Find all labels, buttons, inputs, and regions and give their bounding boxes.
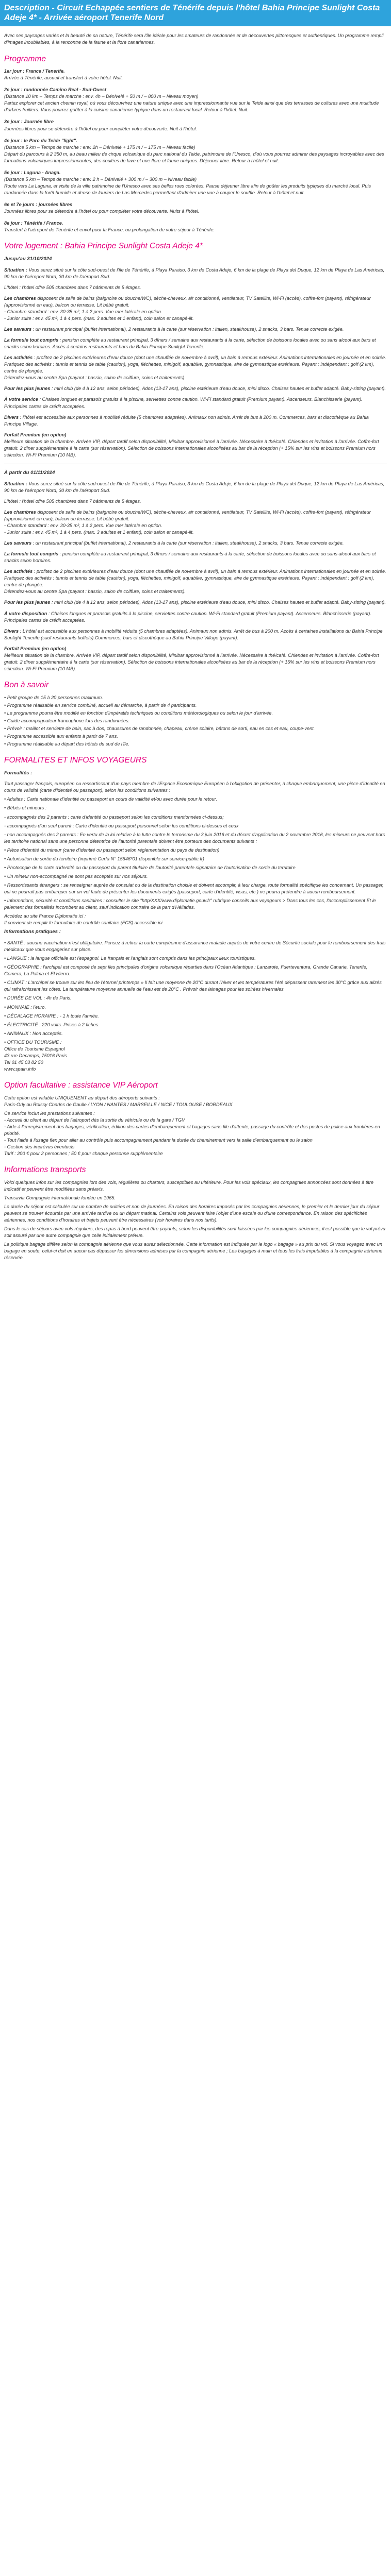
vip-paragraph: Ce service inclut les prestations suivantes : - Accueil du client au départ de l'aéroport dès la sortie du véhicule ou de la gare / TGV - Aide à l'enregistrement des bagages, vérification, édition des cartes d'embarquement et bagages sans file d'attente, passage du contrôle et des postes de police aux frontières en priorité. - Tout l'aide à l'usage flex pour aller au contrôle puis accompagnement pendant la durée du cheminement vers la salle d'embarquement ou le salon - Gestion des imprévus éventuels Tarif : 200 € pour 2 personnes ; 50 € pour chaque personne supplémentaire [4, 1110, 380, 1157]
useful-info-item: • LANGUE : la langue officielle est l'espagnol. Le français et l'anglais sont compris dans les principaux lieux touristiques. [4, 956, 256, 961]
formalities-paragraph: Accédez au site France Diplomatie ici : Il convient de remplir le formulaire de contrôle sanitaire (FCS) accessible ici [4, 913, 162, 926]
hotel-paragraph-label: Divers [4, 414, 19, 420]
formalities-paragraph: • Informations, sécurité et conditions sanitaires : consulter le site "http/XXX/www.diplomatie.gouv.fr" rubrique conseils aux voyageurs > Dans tous les cas, l'accomplissement Et le paiement des formalités incombent au client, sauf indication contraire de la part d'Héliades. [4, 898, 376, 910]
good-to-know-item: • Le programme pourra être modifié en fonction d'impératifs techniques ou conditions météorologiques ou selon le jour d'arrivée. [4, 710, 273, 716]
day-text: (Distance 10 km – Temps de marche : env. 4h – Dénivelé + 50 m / – 800 m – Niveau moyen) Partez explorer cet ancien chemin royal, où vous découvrirez une nature unique avec une impressionnante vue sur le Teide ainsi que des terrasses de cultures avec une multitude d'arbres fruitiers. Vous pourrez goûter à la cuisine canarienne typique dans un restaurant local. Retour à l'hôtel. Nuit. [4, 94, 379, 113]
day-text: Arrivée à Ténérife, accueil et transfert à votre hôtel. Nuit. [4, 75, 123, 81]
hotel-date-2: À partir du 01/11/2024 [4, 469, 55, 476]
hotel-paragraph [4, 432, 387, 459]
useful-info-item: • OFFICE DU TOURISME : Office de Tourisme Espagnol 43 rue Decamps, 75016 Paris Tel 01 45 03 82 50 www.spain.info [4, 1039, 67, 1072]
hotel-paragraph [4, 599, 387, 606]
formalities-paragraph: - non accompagnés des 2 parents : En vertu de la loi relative à la lutte contre le terrorisme du 3 juin 2016 et du décret d'application du 2 novembre 2016, les mineurs ne peuvent hors les territoire national sans une personne détentrice de l'autorité parentale doivent être porteurs des documents suivants : [4, 832, 385, 844]
transport-title: Informations transports [4, 1165, 86, 1175]
hotel-paragraph [4, 611, 387, 624]
hotel-paragraph-label: À votre service [4, 397, 38, 402]
day-heading: 2e jour : randonnée Camino Real - Sud-Ouest [4, 87, 107, 93]
hotel-details-1 [4, 267, 387, 459]
formalities-paragraph: • Adultes : Carte nationale d'identité ou passeport en cours de validité et/ou avec durée pour le retour. [4, 796, 217, 802]
formalities-label: Formalités : [4, 770, 32, 776]
hotel-paragraph [4, 385, 387, 392]
hotel-paragraph [4, 498, 387, 505]
hotel-paragraph-text: : pension complète au restaurant principal, 3 dîners / semaine aux restaurants à la carte, sélection de boissons locales avec ou sans alcool aux bars et snacks selon horaires. [4, 551, 376, 564]
programme-day [4, 170, 387, 196]
hotel-paragraph-text: : profitez de 2 piscines extérieures d'eau douce (dont une chauffée de novembre à avril), un bain à remous extérieur. Animations internationales en journée et en soirée. Pratiquez des activités : tennis et tennis de table (caution), yoga, fléchettes, minigolf, aquabike, gymnastique, aire de gymnastique extérieure. Payant : indépendant : golf (2 km), centre de plongée. Détendez-vous au centre Spa (payant : bassin, salon de coiffure, soins et traitements). [4, 355, 386, 381]
useful-info-item: • DURÉE DE VOL : 4h de Paris. [4, 995, 72, 1001]
transport-paragraph: Transavia Compagnie internationale fondée en 1965. [4, 1195, 116, 1200]
intro-text: Avec ses paysages variés et la beauté de sa nature, Ténérife sera l'île idéale pour les amateurs de randonnée et de découvertes pittoresques et authentiques. Un programme rempli d'images inoubliables, à la rencontre de la faune et la flore canariennes. [4, 33, 384, 45]
formalities-text [4, 781, 387, 926]
hotel-paragraph-label: Pour les plus jeunes [4, 600, 51, 605]
good-to-know-item: • Programme accessible aux enfants à partir de 7 ans. [4, 733, 118, 739]
transport-paragraph: Voici quelques infos sur les compagnies lors des vols, régulières ou charters, susceptibles au ultérieure. Pour les vols spéciaux, les compagnies annoncées sont données à titre indicatif et peuvent être modifiées sans préavis. [4, 1179, 374, 1192]
hotel-paragraph [4, 628, 387, 641]
hotel-paragraph [4, 540, 387, 547]
formalities-paragraph: • Ressortissants étrangers : se renseigner auprès de consulat ou de la destination choisie et doivent accomplir, à leur charge, toute formalité spécifique les concernant. Un passager, qui ne pourrait pas embarquer sur un vol faute de présenter les documents exigés (passeport, carte d'identité, visas, etc.) ne pourra prétendre à aucun remboursement. [4, 883, 384, 895]
day-text: (Distance 5 km – Temps de marche : env. 2h – Dénivelé + 175 m / – 175 m – Niveau facile) Départ du parcours à 2 350 m, au beau milieu de cirque volcanique du parc national du Teide, patrimoine de l'Unesco, d'où vous pourrez admirer des paysages incroyables avec des formations volcaniques impressionnantes, des coulées de lave et une flore et faune uniques. Déjeuner libre. Retour à l'hôtel et nuit. [4, 144, 384, 163]
hotel-paragraph [4, 509, 387, 536]
hotel-paragraph-text: : Chaises longues et parasols gratuits à la piscine, serviettes contre caution. Wi-Fi standard gratuit (Premium payant). Ascenseurs. Blanchisserie (payant). Principales cartes de crédit acceptées. [4, 397, 363, 409]
hotel-paragraph-label: Les saveurs [4, 540, 32, 546]
formalities-paragraph: • Photocopie de la carte d'identité ou du passeport du parent titulaire de l'autorité parentale signataire de l'autorisation de sortie du territoire [4, 865, 296, 870]
hotel-date-1: Jusqu'au 31/10/2024 [4, 256, 52, 262]
hotel-paragraph [4, 326, 387, 333]
hotel-details-2 [4, 481, 387, 672]
transport-paragraph: La politique bagage diffère selon la compagnie aérienne que vous aurez sélectionnée. Cette information est indiquée par le logo « bagage » au prix du vol. Si vous voyagez avec un bagage en soute, celui-ci doit en aucun cas dépasser les dimensions admises par la compagnie aérienne ; Les bagages à main et tous les frais imputables à la compagnie aérienne réservée. [4, 1242, 383, 1261]
useful-info-item: • SANTÉ : aucune vaccination n'est obligatoire. Pensez à retirer la carte européenne d'assurance maladie auprès de votre centre de Sécurité sociale pour le remboursement des frais médicaux que vous engageriez sur place. [4, 940, 386, 953]
page-banner: Description - Circuit Echappée sentiers de Ténérife depuis l'hôtel Bahia Principe Sunlight Costa Adeje 4* - Arrivée aéroport Tenerife Nord [0, 0, 391, 26]
day-text: Transfert à l'aéroport de Ténérife et envol pour la France, ou prolongation de votre séjour à Ténérife. [4, 227, 215, 233]
formalities-paragraph: Tout passager français, européen ou ressortissant d'un pays membre de l'Espace Economique Européen à l'obligation de présenter, à chaque embarquement, une pièce d'identité en cours de validité (carte d'identité ou passeport), selon les conditions suivantes : [4, 781, 385, 793]
hotel-paragraph-label: Les chambres [4, 295, 36, 301]
hotel-title: Votre logement : Bahia Principe Sunlight Costa Adeje 4* [4, 242, 203, 251]
programme-day [4, 118, 387, 132]
day-text: Journées libres pour se détendre à l'hôtel ou pour compléter votre découverte. Nuit à l'hôtel. [4, 126, 197, 131]
hotel-paragraph-label: Forfait Premium (en option) [4, 432, 67, 437]
hotel-paragraph-label: Les saveurs [4, 326, 32, 332]
programme-day [4, 201, 387, 215]
hotel-paragraph [4, 284, 387, 291]
programme-day [4, 220, 387, 233]
hotel-paragraph-text: : pension complète au restaurant principal, 3 dîners / semaine aux restaurants à la carte, sélection de boissons locales avec ou sans alcool aux bars et snacks selon horaires. Accès à certains restaurants et bars du Bahia Principe Sunlight Tenerife. [4, 337, 376, 350]
hotel-paragraph [4, 267, 387, 280]
hotel-paragraph-label: Pour les plus jeunes [4, 386, 51, 392]
hotel-paragraph-text: Vous serez situé sur la côte sud-ouest de l'île de Ténérife, à Playa Paraiso, 3 km de Costa Adeje, 6 km de la plage de Playa del Duque, 12 km de Playa de Las Américas, 90 km de l'aéroport Nord, 30 km de l'aéroport Sud. [4, 481, 385, 493]
hotel-paragraph [4, 354, 387, 381]
day-heading: 1er jour : France / Tenerife. [4, 69, 65, 74]
hotel-paragraph [4, 646, 387, 672]
hotel-paragraph-text: : l'hôtel est accessible aux personnes à mobilité réduite (5 chambres adaptées). Animaux non admis. Arrêt de bus à 200 m. Commerces, bars et discothèque au Bahia Principe Village. [4, 414, 369, 427]
day-text: (Distance 5 km – Temps de marche : env. 2 h – Dénivelé + 300 m / – 300 m – Niveau facile) Route vers La Laguna, et visite de la ville patrimoine de l'Unesco avec ses belles rues colorées. Pause déjeuner libre afin de goûter les produits typiques du marché local. Puis randonnée dans la forêt humide et dense de lauriers de Las Mercedes permettant d'admirer une vue à couper le souffle. Retour à l'hôtel et nuit. [4, 176, 371, 196]
hotel-paragraph [4, 551, 387, 564]
good-to-know-item: • Petit groupe de 15 à 20 personnes maximum. [4, 694, 103, 700]
hotel-paragraph-label: Forfait Premium (en option) [4, 646, 67, 651]
hotel-paragraph-label: Divers [4, 628, 19, 634]
formalities-title: FORMALITES ET INFOS VOYAGEURS [4, 756, 147, 765]
hotel-paragraph-text: : profitez de 2 piscines extérieures d'eau douce (dont une chauffée de novembre à avril), un bain à remous extérieur. Animations internationales en journée et en soirée. Pratiquez des activités : tennis et tennis de table (caution), yoga, fléchettes, minigolf, aquabike, gymnastique, aire de gymnastique extérieure. Payant : indépendant : golf (2 km), centre de plongée. Détendez-vous au centre Spa (payant : bassin, salon de coiffure, soins et traitements). [4, 569, 386, 595]
hotel-paragraph [4, 568, 387, 595]
good-to-know-title: Bon à savoir [4, 681, 49, 690]
hotel-paragraph-text: disposent de salle de bains (baignoire ou douche/WC), sèche-cheveux, air conditionné, ventilateur, TV Satellite, Wi-Fi (accès), coffre-fort (payant), réfrigérateur (approvisionné en eau), balcon ou terrasse. Lit bébé gratuit. - Chambre standard : env. 30-35 m², 1 à 2 pers. Vue mer latérale en option. - Junior suite : env. 45 m², 1 à 4 pers. (max. 3 adultes et 1 enfant), coin salon et canapé-lit. [4, 509, 371, 535]
hotel-paragraph-text: : un restaurant principal (buffet international), 2 restaurants à la carte (sur réservation : italien, steakhouse), 2 snacks, 3 bars. Tenue correcte exigée. [31, 326, 344, 332]
hotel-paragraph-text: : Chaises longues et parasols gratuits à la piscine, serviettes contre caution. Wi-Fi standard gratuit (Premium payant). Ascenseurs. Blanchisserie (payant). Principales cartes de crédit acceptées. [4, 611, 371, 623]
formalities-paragraph: • Bébés et mineurs : [4, 805, 47, 811]
hotel-paragraph-text: Vous serez situé sur la côte sud-ouest de l'île de Ténérife, à Playa Paraiso, 3 km de Costa Adeje, 6 km de la plage de Playa del Duque, 12 km de Playa de Las Américas, 90 km de l'aéroport Nord, 30 km de l'aéroport Sud. [4, 267, 385, 279]
vip-title: Option facultative : assistance VIP Aéroport [4, 1081, 158, 1090]
formalities-paragraph: • Pièce d'identité du mineur (carte d'identité ou passeport selon réglementation du pays de destination) [4, 847, 220, 853]
hotel-paragraph-text: disposent de salle de bains (baignoire ou douche/WC), sèche-cheveux, air conditionné, ventilateur, TV Satellite, Wi-Fi (accès), coffre-fort (payant), réfrigérateur (approvisionné en eau), balcon ou terrasse. Lit bébé gratuit. - Chambre standard : env. 30-35 m², 1 à 2 pers. Vue mer latérale en option. - Junior suite : env. 45 m², 1 à 4 pers. (max. 3 adultes et 1 enfant), coin salon et canapé-lit. [4, 295, 371, 321]
programme-day [4, 138, 387, 164]
day-heading: 3e jour : Journée libre [4, 119, 54, 125]
hotel-paragraph-label: La formule tout compris [4, 337, 59, 343]
hotel-paragraph-text: : un restaurant principal (buffet international), 2 restaurants à la carte (sur réservation : italien, steakhouse), 2 snacks, 3 bars. Tenue correcte exigée. [31, 540, 344, 546]
useful-info-item: • CLIMAT : L'archipel se trouve sur les lieu de l'éternel printemps » Il fait une moyenne de 20°C durant l'hiver et les températures l'été dépassent rarement les 30°C grâce aux alizés qui rafraîchissent les côtes. La température moyenne annuelle de l'eau est de 20°C . Prévoir des lainages pour les soirées hivernales. [4, 980, 382, 992]
hotel-paragraph-text: : L'hôtel est accessible aux personnes à mobilité réduite (5 chambres adaptées). Animaux non admis. Arrêt de bus à 200 m. Accès à certaines installations du Bahia Principe Sunlight Tenerife (sauf restaurants buffets).Commerces, bars et discothèque au Bahia Principe Village (payant). [4, 628, 383, 640]
hotel-paragraph [4, 337, 387, 350]
useful-info-text [4, 940, 387, 1073]
day-heading: 8e jour : Ténérife / France. [4, 221, 63, 226]
useful-info-item: • MONNAIE : l'euro. [4, 1004, 46, 1010]
hotel-paragraph-text: L'hôtel : l'hôtel offre 505 chambres dans 7 bâtiments de 5 étages. [4, 498, 141, 504]
good-to-know-item: • Prévoir : maillot et serviette de bain, sac à dos, chaussures de randonnée, chapeau, crème solaire, bâtons de sorti, eau en cas et eau, coupe-vent. [4, 725, 315, 731]
good-to-know-item: • Guide accompagnateur francophone lors des randonnées. [4, 718, 130, 723]
good-to-know-list [4, 694, 387, 748]
vip-paragraph: Cette option est valable UNIQUEMENT au départ des aéroports suivants : Paris-Orly ou Roissy Charles de Gaulle / LYON / NANTES / MARSEILLE / NICE / TOULOUSE / BORDEAUX [4, 1095, 233, 1107]
vip-text [4, 1095, 387, 1158]
hotel-paragraph-label: Les chambres [4, 509, 36, 515]
good-to-know-item: • Programme réalisable au départ des hôtels du sud de l'île. [4, 741, 129, 747]
page [0, 0, 391, 1279]
hotel-paragraph-label: Les activités [4, 355, 33, 361]
programme-title: Programme [4, 54, 46, 63]
hotel-paragraph-label: Situation : [4, 481, 27, 486]
programme-day [4, 68, 387, 81]
programme-day [4, 87, 387, 113]
hotel-paragraph [4, 481, 387, 494]
transport-text [4, 1179, 387, 1262]
day-text: Journées libres pour se détendre à l'hôtel ou pour compléter votre découverte. Nuits à l'hôtel. [4, 209, 200, 214]
hotel-paragraph-label: La formule tout compris [4, 551, 59, 557]
hotel-paragraph-text: : mini club (de 4 à 12 ans, selon périodes), Ados (13-17 ans), piscine extérieure d'eau douce, mini disco. Chaises hautes et buffet adapté. Baby-sitting (payant). [50, 386, 386, 392]
transport-paragraph: La durée du séjour est calculée sur un nombre de nuitées et non de journées. En raison des horaires imposés par les compagnies aériennes, le premier et le dernier jour du séjour peuvent se trouver écourtés par une arrivée tardive ou un départ matinal. Certains vols peuvent faire l'objet d'une escale ou d'une correspondance. En raison des spécificités aériennes, nos conditions d'horaires et trajets peuvent être nécessaires (voir horaires dans nos tarifs). [4, 1204, 380, 1223]
good-to-know-item: • Programme réalisable en service combiné, accueil au démarche, à partir de 4 participants. [4, 702, 197, 708]
day-heading: 5e jour : Laguna - Anaga. [4, 170, 61, 175]
useful-info-label: Informations pratiques : [4, 929, 61, 935]
formalities-paragraph: • Un mineur non-accompagné ne sont pas acceptés sur nos séjours. [4, 873, 148, 879]
hotel-paragraph [4, 414, 387, 428]
programme-days [4, 68, 387, 233]
hotel-paragraph-label: Situation : [4, 267, 27, 273]
hotel-paragraph-text: L'hôtel : l'hôtel offre 505 chambres dans 7 bâtiments de 5 étages. [4, 284, 141, 290]
useful-info-item: • ÉLECTRICITÉ : 220 volts. Prises à 2 fiches. [4, 1022, 100, 1027]
hotel-paragraph-label: À votre disposition [4, 611, 47, 616]
hotel-paragraph [4, 295, 387, 322]
useful-info-item: • DÉCALAGE HORAIRE : - 1 h toute l'année. [4, 1013, 99, 1019]
hotel-paragraph-text: Meilleure situation de la chambre, Arrivée VIP, départ tardif selon disponibilité, Minibar approvisionné à l'arrivée. Nécessaire à thé/café. Chiendes et invitation à l'arrivée. Coffre-fort gratuit. 2 dîner supplémentaire à la carte (sur réservation). Sélection de boissons internationales alcoolisées au bar de la réception (+ 15% sur les vins et boissons Premium hors sélection. Wi-Fi Premium (10 MB). [4, 438, 379, 457]
formalities-paragraph: • Autorisation de sortie du territoire (imprimé Cerfa N° 15646*01 disponible sur service-public.fr) [4, 856, 204, 861]
useful-info-item: • GÉOGRAPHIE : l'archipel est composé de sept îles principales d'origine volcanique réparties dans l'Océan Atlantique : Lanzarote, Fuerteventura, Grande Canarie, Tenerife, Gomera, La Palma et El Hierro. [4, 964, 368, 977]
hotel-paragraph-text: Meilleure situation de la chambre, Arrivée VIP, départ tardif selon disponibilité, Minibar approvisionné à l'arrivée. Nécessaire à thé/café. Chiendes et invitation à l'arrivée. Coffre-fort gratuit. 2 dîner supplémentaire à la carte (sur réservation). Sélection de boissons internationales alcoolisées au bar de la réception (+ 15% sur les vins et boissons Premium hors sélection. Wi-Fi Premium (10 MB). [4, 652, 379, 671]
useful-info-item: • ANIMAUX : Non acceptés. [4, 1030, 63, 1036]
formalities-paragraph: - accompagnés d'un seul parent : Carte d'identité ou passeport personnel selon les conditions ci-dessus et ceux [4, 823, 239, 828]
hotel-paragraph [4, 396, 387, 410]
hotel-paragraph-label: Les activités [4, 569, 33, 574]
day-heading: 4e jour : le Parc du Teide "light". [4, 138, 77, 143]
day-heading: 6e et 7e jours : journées libres [4, 202, 73, 208]
hotel-paragraph-text: : mini club (de 4 à 12 ans, selon périodes), Ados (13-17 ans), piscine extérieure d'eau douce, mini disco. Chaises hautes et buffet adapté. Baby-sitting (payant). [50, 600, 386, 605]
formalities-paragraph: - accompagnés des 2 parents : carte d'identité ou passeport selon les conditions mentionnées ci-dessus; [4, 814, 224, 820]
transport-paragraph: Dans le cas de séjours avec vols réguliers, des repas à bord peuvent être payants, selon les disponibilités sont laissées par les compagnies aériennes, il est possible que le vol prévu soit assuré par une autre compagnie que celle initialement prévue. [4, 1226, 385, 1239]
